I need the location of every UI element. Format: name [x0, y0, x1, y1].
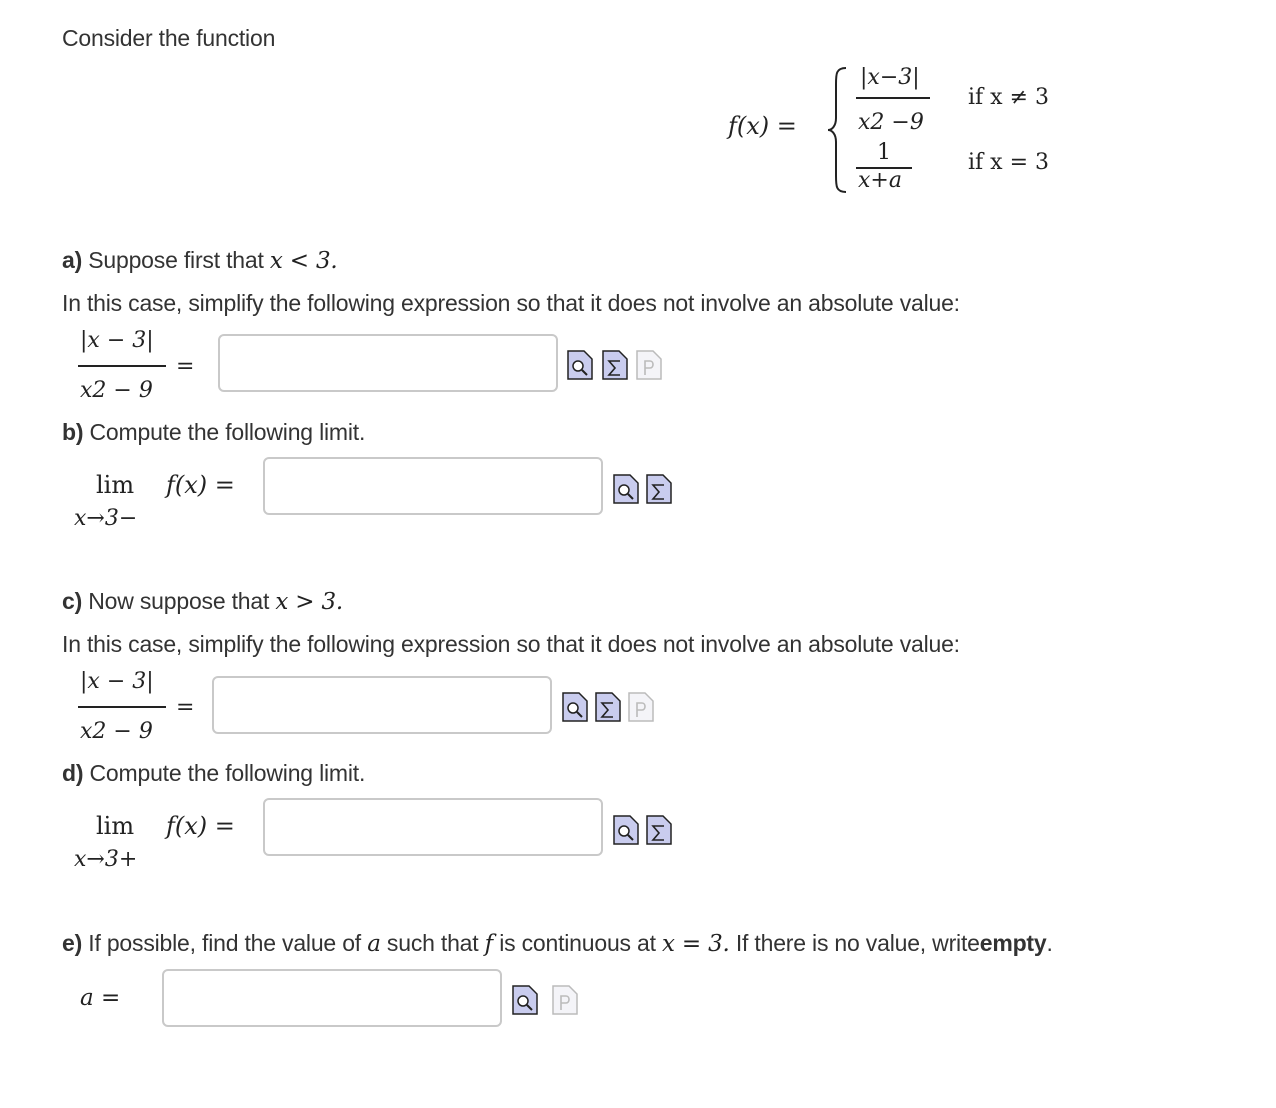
- part-a-instruction: In this case, simplify the following expression so that it does not involve an absolute value:: [62, 290, 960, 316]
- preview-icon[interactable]: [613, 815, 639, 845]
- case2-numerator: 1: [877, 140, 891, 165]
- part-b-answer-input[interactable]: [263, 457, 603, 515]
- part-b-heading: [62, 419, 365, 446]
- part-c-condition: x > 3.: [275, 589, 343, 615]
- part-d-label: d): [62, 760, 84, 786]
- part-e-text2: such that: [386, 930, 479, 956]
- part-a-heading: [62, 247, 337, 274]
- parser-icon[interactable]: [636, 350, 662, 380]
- part-e-text4: If there is no value, write: [735, 930, 980, 956]
- part-a-condition: x < 3.: [269, 248, 338, 274]
- part-b-lim: lim: [96, 471, 135, 499]
- part-c-instruction: In this case, simplify the following expression so that it does not involve an absolute value:: [62, 631, 960, 657]
- part-d-heading: [62, 760, 365, 787]
- part-e-bold-word: empty: [979, 930, 1047, 956]
- part-b-text: Compute the following limit.: [89, 419, 366, 445]
- parser-icon[interactable]: [552, 985, 578, 1015]
- case2-condition: if x = 3: [968, 150, 1049, 175]
- part-c-label: c): [62, 588, 83, 614]
- parser-icon[interactable]: [628, 692, 654, 722]
- part-e-heading: [62, 930, 1053, 957]
- preview-icon[interactable]: [567, 350, 593, 380]
- part-e-var-f: f: [484, 931, 493, 957]
- part-e-text1: If possible, find the value of: [88, 930, 361, 956]
- part-d-answer-input[interactable]: [263, 798, 603, 856]
- part-c-equals: =: [176, 695, 195, 720]
- part-c-expr-denominator: x2 − 9: [80, 719, 153, 744]
- part-d-lim: lim: [96, 812, 135, 840]
- part-b-label: b): [62, 419, 84, 445]
- part-d-text: Compute the following limit.: [89, 760, 366, 786]
- function-lhs: f(x) =: [728, 112, 797, 140]
- part-e-answer-input[interactable]: [162, 969, 502, 1027]
- left-brace-icon: [826, 66, 850, 194]
- case1-numerator: |x−3|: [860, 65, 920, 90]
- case1-denominator: x2 −9: [858, 110, 924, 135]
- part-d-function: f(x) =: [166, 812, 235, 840]
- case2-denominator: x+a: [858, 168, 902, 193]
- preview-icon[interactable]: [512, 985, 538, 1015]
- part-c-expr-numerator: |x − 3|: [80, 669, 154, 694]
- part-d-limit-subscript: x→3+: [74, 847, 138, 872]
- preview-icon[interactable]: [562, 692, 588, 722]
- preview-icon[interactable]: [613, 474, 639, 504]
- part-a-answer-input[interactable]: [218, 334, 558, 392]
- part-b-function: f(x) =: [166, 471, 235, 499]
- equation-editor-icon[interactable]: [646, 474, 672, 504]
- part-a-label: a): [62, 247, 83, 273]
- equation-editor-icon[interactable]: [646, 815, 672, 845]
- part-e-text3: is continuous at: [499, 930, 656, 956]
- part-c-fraction-bar: [78, 706, 166, 708]
- equation-editor-icon[interactable]: [595, 692, 621, 722]
- part-b-limit-subscript: x→3−: [74, 506, 138, 531]
- case1-condition: if x ≠ 3: [968, 85, 1049, 110]
- part-e-var-a: a: [367, 931, 381, 957]
- part-c-heading: [62, 588, 343, 615]
- part-a-fraction-bar: [78, 365, 166, 367]
- part-a-expr-numerator: |x − 3|: [80, 328, 154, 353]
- equation-editor-icon[interactable]: [602, 350, 628, 380]
- intro-text: Consider the function: [62, 25, 276, 51]
- part-c-answer-input[interactable]: [212, 676, 552, 734]
- part-a-text: Suppose first that: [88, 247, 264, 273]
- part-e-period: .: [1046, 930, 1053, 956]
- part-a-expr-denominator: x2 − 9: [80, 378, 153, 403]
- part-c-text: Now suppose that: [88, 588, 270, 614]
- part-e-condition: x = 3.: [662, 931, 730, 957]
- part-e-label: e): [62, 930, 83, 956]
- case1-fraction-bar: [856, 97, 930, 99]
- part-e-answer-label: a =: [80, 985, 121, 1011]
- part-a-equals: =: [176, 354, 195, 379]
